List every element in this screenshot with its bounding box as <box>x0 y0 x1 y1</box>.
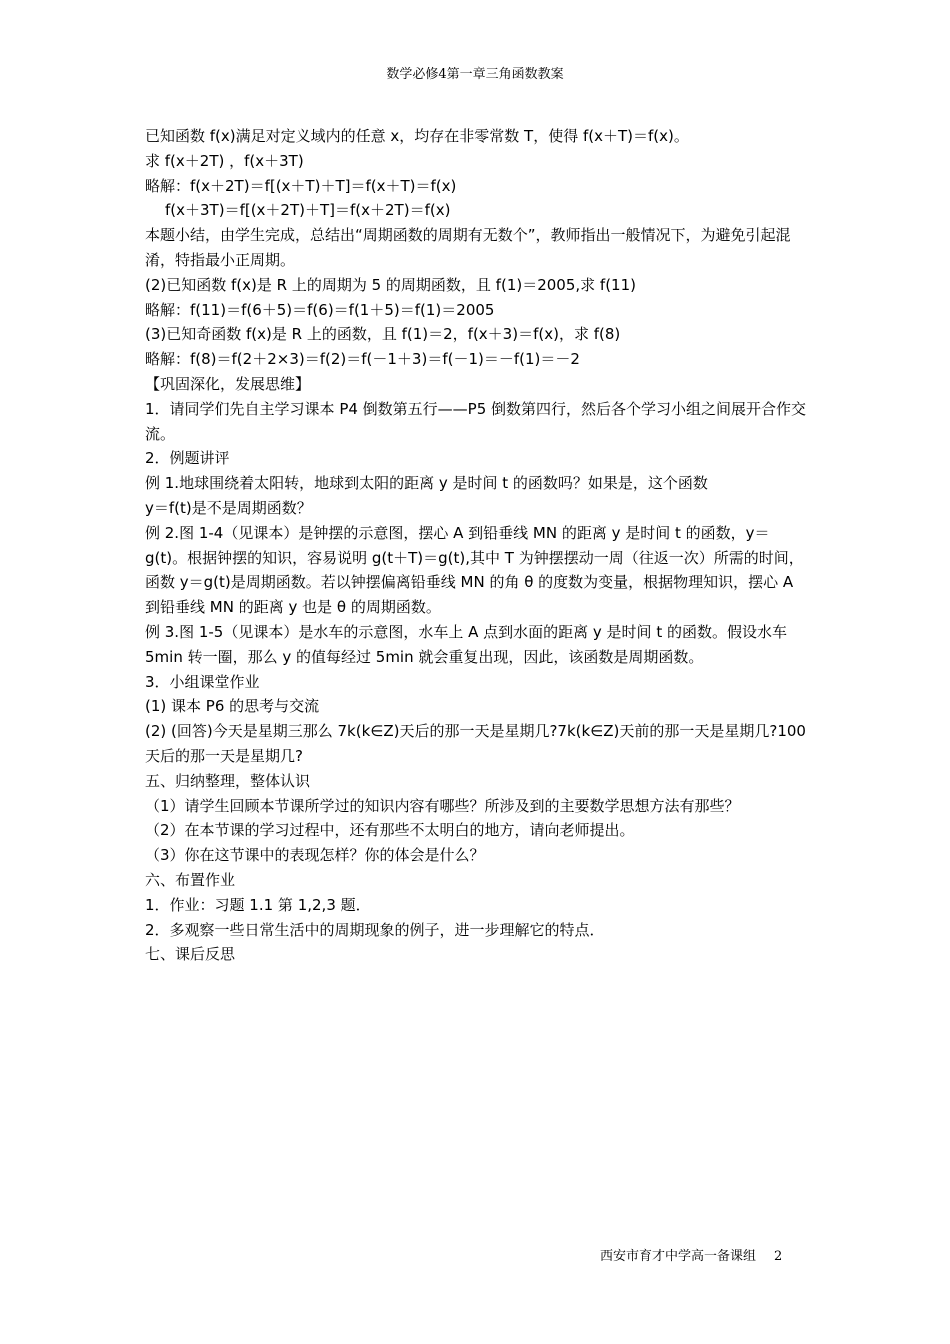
text-line: （3）你在这节课中的表现怎样？你的体会是什么？ <box>145 846 485 865</box>
section-heading: 六、布置作业 <box>145 870 236 889</box>
text-paragraph: (2) (回答)今天是星期三那么 7k(k∈Z)天后的那一天是星期几?7k(k∈Z)天前的那一天是星期几?100 天后的那一天是星期几? <box>145 722 806 765</box>
text-line: 例 1.地球围绕着太阳转，地球到太阳的距离 y 是时间 t 的函数吗？如果是，这个函数 <box>145 474 708 493</box>
page-footer <box>600 1248 782 1266</box>
footer-school: 西安市育才中学高一备课组 <box>600 1249 757 1264</box>
section-heading: 五、归纳整理，整体认识 <box>145 771 311 790</box>
text-line: 略解：f(11)＝f(6＋5)＝f(6)＝f(1＋5)＝f(1)＝2005 <box>145 300 495 319</box>
text-paragraph: 例 3.图 1-5（见课本）是水车的示意图，水车上 A 点到水面的距离 y 是时间 t 的函数。假设水车 5min 转一圈，那么 y 的值每经过 5min 就会重复出现，因此，该函数是周期函数。 <box>145 622 787 666</box>
text-paragraph: 例 2.图 1-4（见课本）是钟摆的示意图，摆心 A 到铅垂线 MN 的距离 y 是时间 t 的函数，y＝g(t)。根据钟摆的知识，容易说明 g(t＋T)＝g(t),其中 T 为钟摆摆动一周（往返一次）所需的时间，函数 y＝g(t)是周期函数。若以钟摆偏离铅垂线 MN 的角 θ 的度数为变量，根据物理知识，摆心 A 到铅垂线 MN 的距离 y 也是 θ 的周期函数。 <box>145 523 804 617</box>
text-line: 2．多观察一些日常生活中的周期现象的例子，进一步理解它的特点． <box>145 920 605 939</box>
text-line: 已知函数 f(x)满足对定义域内的任意 x，均存在非零常数 T，使得 f(x＋T)＝f(x)。 <box>145 127 689 145</box>
section-heading: 【巩固深化，发展思维】 <box>145 374 311 393</box>
text-line: 略解：f(x＋2T)＝f[(x＋T)＋T]＝f(x＋T)＝f(x) <box>145 176 457 195</box>
section-heading: 七、课后反思 <box>145 945 236 964</box>
text-line: 求 f(x＋2T) ，f(x＋3T) <box>145 151 304 170</box>
text-line: （1）请学生回顾本节课所学过的知识内容有哪些？所涉及到的主要数学思想方法有那些？ <box>145 796 740 815</box>
document-body <box>145 124 810 967</box>
text-line: 2．例题讲评 <box>145 449 230 468</box>
text-line: 略解：f(8)＝f(2＋2×3)＝f(2)＝f(－1＋3)＝f(－1)＝－f(1)＝－2 <box>145 350 580 369</box>
text-line: (2)已知函数 f(x)是 R 上的周期为 5 的周期函数，且 f(1)＝2005,求 f(11) <box>145 275 636 294</box>
text-paragraph: 1．请同学们先自主学习课本 P4 倒数第五行——P5 倒数第四行，然后各个学习小组之间展开合作交流。 <box>145 399 807 443</box>
text-line: (3)已知奇函数 f(x)是 R 上的函数，且 f(1)＝2，f(x＋3)＝f(x)，求 f(8) <box>145 325 621 344</box>
text-line: 1．作业：习题 1.1 第 1,2,3 题． <box>145 895 371 914</box>
text-line: 3．小组课堂作业 <box>145 672 260 691</box>
page-header: 数学必修4第一章三角函数教案 <box>386 67 564 82</box>
text-line: （2）在本节课的学习过程中，还有那些不太明白的地方，请向老师提出。 <box>145 821 635 840</box>
text-line: f(x＋3T)＝f[(x＋2T)＋T]＝f(x＋2T)＝f(x) <box>165 201 451 220</box>
page-number: 2 <box>774 1249 783 1264</box>
text-line: y＝f(t)是不是周期函数？ <box>145 498 312 517</box>
text-line: (1) 课本 P6 的思考与交流 <box>145 697 320 716</box>
text-paragraph: 本题小结，由学生完成，总结出“周期函数的周期有无数个”，教师指出一般情况下，为避免引起混淆，特指最小正周期。 <box>145 226 791 269</box>
